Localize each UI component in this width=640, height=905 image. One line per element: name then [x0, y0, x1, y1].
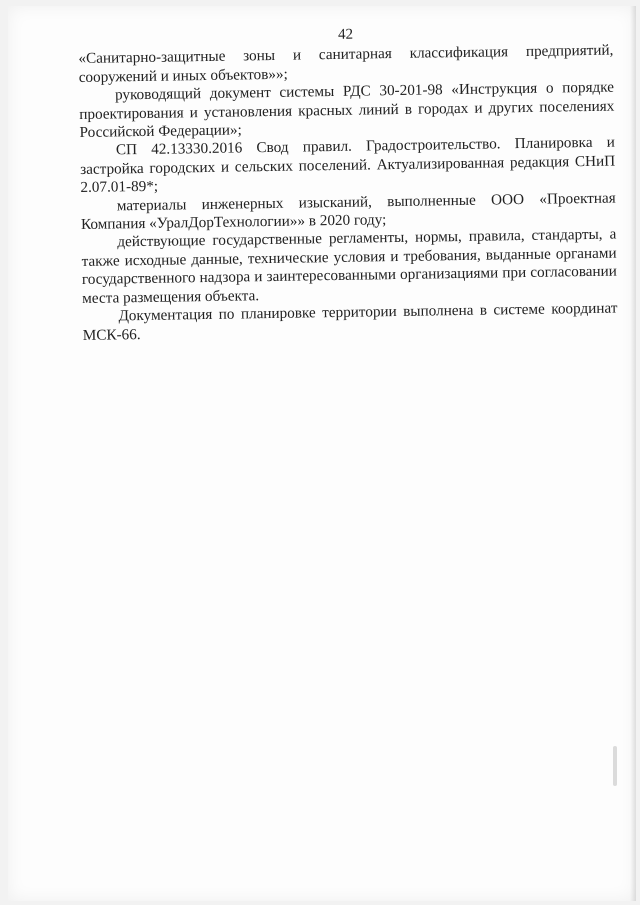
paragraph-sanitary-zones: «Санитарно-защитные зоны и санитарная классификация предприятий, сооружений и иных объектов»»; [78, 42, 614, 86]
paragraph-regulations: действующие государственные регламенты, нормы, правила, стандарты, а также исходные данные, технические условия и требования, выданные органами государственного надзора и заинтересованными организациями при согласовании места размещения объекта. [81, 226, 617, 307]
paragraph-rds-guideline: руководящий документ системы РДС 30-201-98 «Инструкция о порядке проектирования и установления красных линий в городах и других поселениях Российской Федерации»; [79, 78, 615, 142]
document-page [8, 6, 636, 901]
paragraph-sp-code: СП 42.13330.2016 Свод правил. Градостроительство. Планировка и застройка городских и сельских поселений. Актуализированная редакция СНиП 2.07.01-89*; [80, 134, 616, 197]
paragraph-coordinate-system: Документация по планировке территории выполнена в системе координат МСК-66. [82, 299, 618, 344]
paragraph-survey-materials: материалы инженерных изысканий, выполненные ООО «Проектная Компания «УралДорТехнологии»» в 2020 году; [80, 189, 616, 234]
page-edge-shadow [630, 6, 636, 901]
scan-smudge [613, 746, 617, 786]
page-content [78, 22, 618, 345]
page-number: 42 [337, 26, 354, 43]
